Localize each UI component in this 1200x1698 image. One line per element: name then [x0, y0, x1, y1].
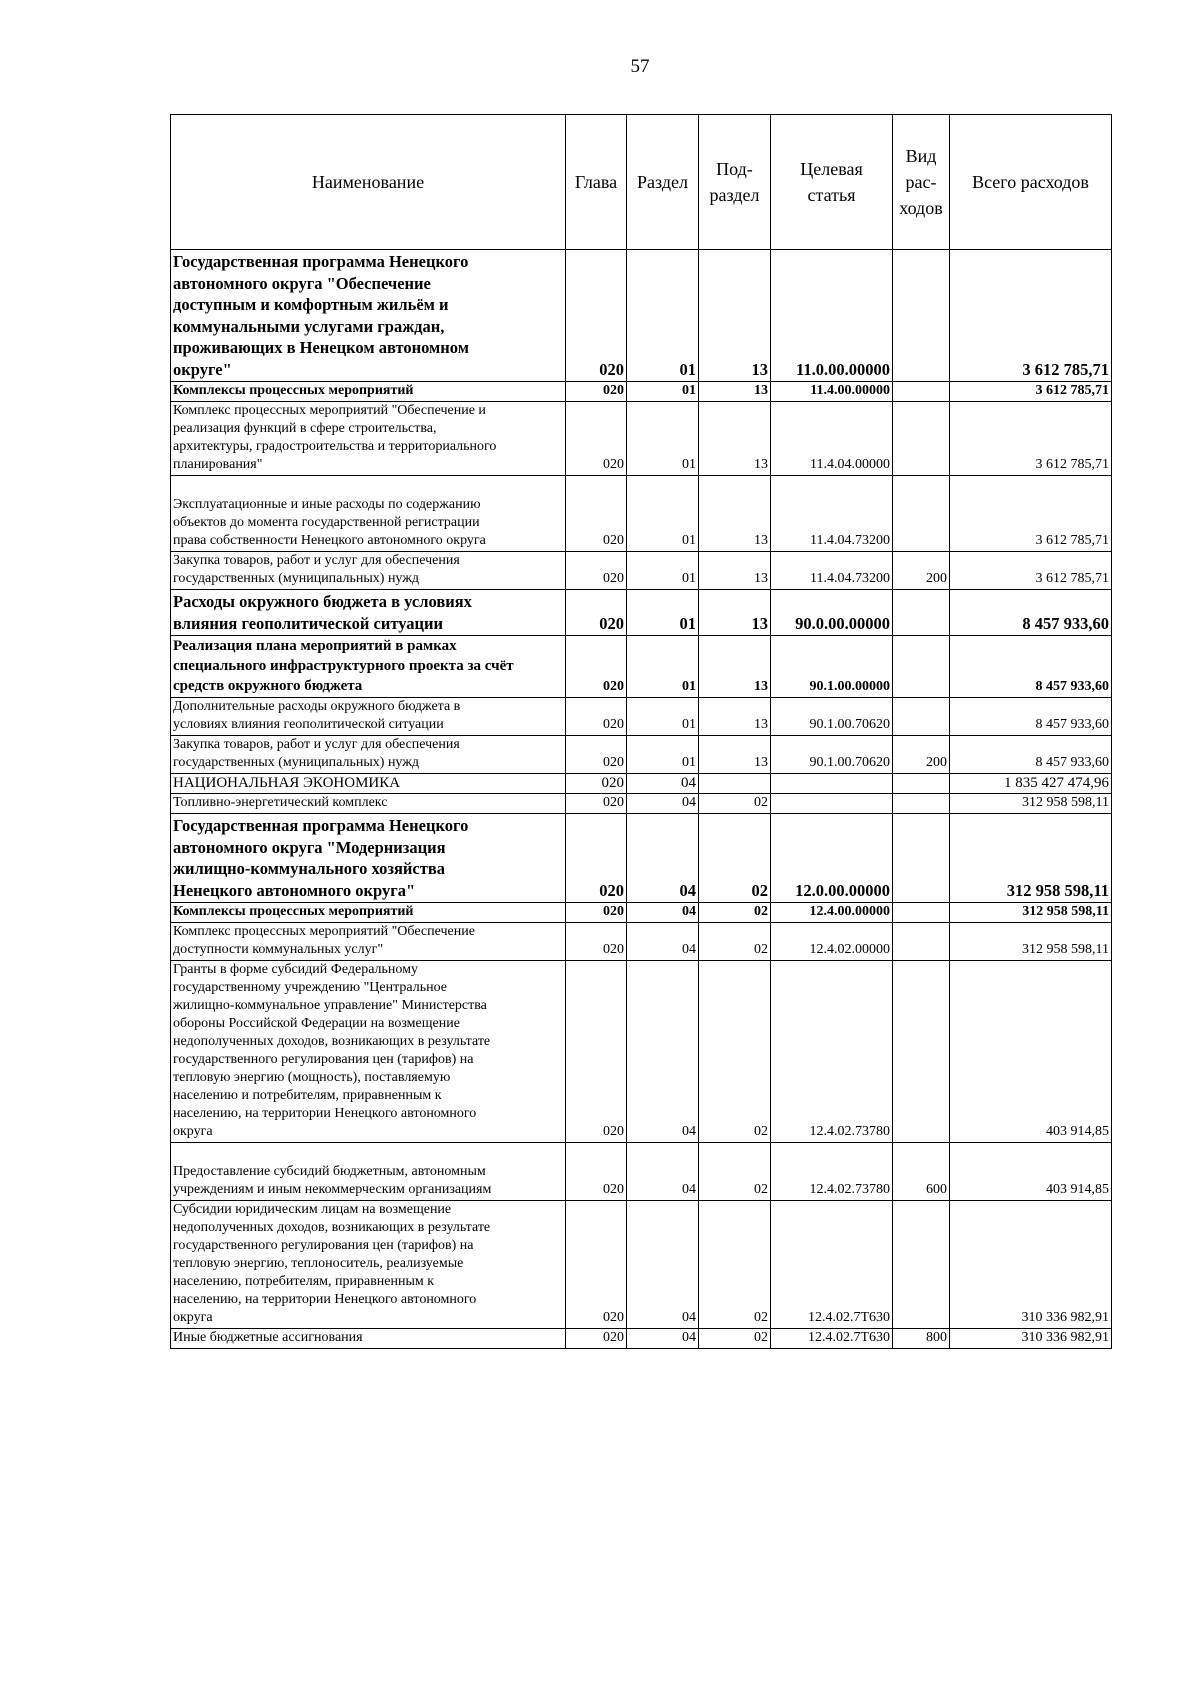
table-row — [171, 794, 1112, 814]
row-podrazdel: 02 — [699, 923, 771, 961]
row-podrazdel: 13 — [699, 590, 771, 636]
row-podrazdel — [699, 774, 771, 794]
row-razdel: 01 — [627, 698, 699, 736]
row-name: Дополнительные расходы окружного бюджета в условиях влияния геополитической ситуации — [171, 698, 566, 736]
row-target: 90.1.00.00000 — [771, 636, 893, 698]
row-total: 1 835 427 474,96 — [950, 774, 1112, 794]
row-name: Расходы окружного бюджета в условиях влияния геополитической ситуации — [171, 590, 566, 636]
row-target: 11.4.04.00000 — [771, 402, 893, 476]
row-razdel: 04 — [627, 774, 699, 794]
row-razdel: 04 — [627, 1201, 699, 1329]
row-glava: 020 — [566, 382, 627, 402]
row-target: 90.1.00.70620 — [771, 736, 893, 774]
row-vid — [893, 250, 950, 382]
header-target: Целевая статья — [771, 115, 893, 250]
row-podrazdel: 13 — [699, 736, 771, 774]
row-name: Закупка товаров, работ и услуг для обеспечения государственных (муниципальных) нужд — [171, 552, 566, 590]
row-target: 12.4.02.7Т630 — [771, 1329, 893, 1349]
table-row — [171, 1143, 1112, 1201]
row-vid — [893, 698, 950, 736]
table-row — [171, 814, 1112, 903]
row-podrazdel: 13 — [699, 402, 771, 476]
row-name: Реализация плана мероприятий в рамках специального инфраструктурного проекта за счёт средств окружного бюджета — [171, 636, 566, 698]
row-glava: 020 — [566, 903, 627, 923]
row-name: Субсидии юридическим лицам на возмещение недополученных доходов, возникающих в результате государственного регулирования цен (тарифов) на тепловую энергию, теплоноситель, реализуемые населению, потребителям, приравненным к населению, на территории Ненецкого автономного округа — [171, 1201, 566, 1329]
row-target: 12.4.02.73780 — [771, 961, 893, 1143]
header-razdel: Раздел — [627, 115, 699, 250]
table-row — [171, 552, 1112, 590]
row-glava: 020 — [566, 814, 627, 903]
row-razdel: 01 — [627, 402, 699, 476]
row-name: Государственная программа Ненецкого автономного округа "Обеспечение доступным и комфортным жильём и коммунальными услугами граждан, проживающих в Ненецком автономном округе" — [171, 250, 566, 382]
row-vid — [893, 774, 950, 794]
row-razdel: 04 — [627, 794, 699, 814]
row-total: 8 457 933,60 — [950, 736, 1112, 774]
row-podrazdel: 02 — [699, 903, 771, 923]
row-target: 12.4.02.73780 — [771, 1143, 893, 1201]
row-target: 12.4.02.7Т630 — [771, 1201, 893, 1329]
row-razdel: 01 — [627, 590, 699, 636]
row-name: Эксплуатационные и иные расходы по содержанию объектов до момента государственной регистрации права собственности Ненецкого автономного округа — [171, 476, 566, 552]
row-target: 11.4.04.73200 — [771, 476, 893, 552]
table-row — [171, 402, 1112, 476]
row-glava: 020 — [566, 923, 627, 961]
header-glava: Глава — [566, 115, 627, 250]
row-target: 90.0.00.00000 — [771, 590, 893, 636]
table-row — [171, 961, 1112, 1143]
row-vid — [893, 961, 950, 1143]
header-vid: Вид рас- ходов — [893, 115, 950, 250]
row-vid — [893, 794, 950, 814]
row-podrazdel: 02 — [699, 1143, 771, 1201]
row-razdel: 01 — [627, 636, 699, 698]
table-row — [171, 1329, 1112, 1349]
row-glava: 020 — [566, 1143, 627, 1201]
row-name: Комплексы процессных мероприятий — [171, 382, 566, 402]
header-row — [171, 115, 1112, 250]
table-row — [171, 923, 1112, 961]
header-name: Наименование — [171, 115, 566, 250]
row-glava: 020 — [566, 476, 627, 552]
header-podrazdel: Под- раздел — [699, 115, 771, 250]
row-razdel: 04 — [627, 961, 699, 1143]
row-vid: 200 — [893, 552, 950, 590]
row-vid: 600 — [893, 1143, 950, 1201]
row-podrazdel: 13 — [699, 476, 771, 552]
row-podrazdel: 02 — [699, 1329, 771, 1349]
row-glava: 020 — [566, 961, 627, 1143]
row-total: 312 958 598,11 — [950, 903, 1112, 923]
table-row — [171, 636, 1112, 698]
row-vid — [893, 476, 950, 552]
row-podrazdel: 02 — [699, 814, 771, 903]
row-total: 310 336 982,91 — [950, 1201, 1112, 1329]
budget-table — [170, 114, 1112, 1349]
row-razdel: 01 — [627, 250, 699, 382]
row-podrazdel: 02 — [699, 794, 771, 814]
row-razdel: 01 — [627, 382, 699, 402]
row-vid — [893, 903, 950, 923]
row-total: 3 612 785,71 — [950, 476, 1112, 552]
row-glava: 020 — [566, 1201, 627, 1329]
row-total: 3 612 785,71 — [950, 552, 1112, 590]
row-target: 12.0.00.00000 — [771, 814, 893, 903]
row-target: 12.4.00.00000 — [771, 903, 893, 923]
page-number: 57 — [630, 56, 650, 77]
row-razdel: 01 — [627, 552, 699, 590]
row-name: Закупка товаров, работ и услуг для обеспечения государственных (муниципальных) нужд — [171, 736, 566, 774]
row-vid — [893, 402, 950, 476]
row-total: 312 958 598,11 — [950, 923, 1112, 961]
row-name: Гранты в форме субсидий Федеральному государственному учреждению "Центральное жилищно-коммунальное управление" Министерства обороны Российской Федерации на возмещение недополученных доходов, возникающих в результате государственного регулирования цен (тарифов) на тепловую энергию (мощность), поставляемую населению и потребителям, приравненным к населению, на территории Ненецкого автономного округа — [171, 961, 566, 1143]
row-podrazdel: 13 — [699, 636, 771, 698]
row-total: 403 914,85 — [950, 961, 1112, 1143]
table-row — [171, 903, 1112, 923]
table-row — [171, 736, 1112, 774]
row-glava: 020 — [566, 774, 627, 794]
row-total: 310 336 982,91 — [950, 1329, 1112, 1349]
row-vid: 200 — [893, 736, 950, 774]
row-glava: 020 — [566, 636, 627, 698]
header-total: Всего расходов — [950, 115, 1112, 250]
table-row — [171, 250, 1112, 382]
row-podrazdel: 13 — [699, 382, 771, 402]
row-glava: 020 — [566, 590, 627, 636]
row-glava: 020 — [566, 698, 627, 736]
row-razdel: 04 — [627, 923, 699, 961]
table-row — [171, 382, 1112, 402]
row-vid — [893, 923, 950, 961]
row-total: 403 914,85 — [950, 1143, 1112, 1201]
row-razdel: 04 — [627, 903, 699, 923]
row-name: Предоставление субсидий бюджетным, автономным учреждениям и иным некоммерческим организациям — [171, 1143, 566, 1201]
row-total: 3 612 785,71 — [950, 250, 1112, 382]
row-total: 3 612 785,71 — [950, 402, 1112, 476]
row-glava: 020 — [566, 402, 627, 476]
row-target: 90.1.00.70620 — [771, 698, 893, 736]
row-total: 8 457 933,60 — [950, 590, 1112, 636]
row-target: 11.0.00.00000 — [771, 250, 893, 382]
row-name: Комплекс процессных мероприятий "Обеспечение доступности коммунальных услуг" — [171, 923, 566, 961]
row-glava: 020 — [566, 794, 627, 814]
row-razdel: 04 — [627, 1329, 699, 1349]
row-vid — [893, 1201, 950, 1329]
row-podrazdel: 02 — [699, 961, 771, 1143]
table-row — [171, 1201, 1112, 1329]
row-vid — [893, 636, 950, 698]
table-row — [171, 476, 1112, 552]
row-razdel: 04 — [627, 814, 699, 903]
row-glava: 020 — [566, 552, 627, 590]
row-target — [771, 794, 893, 814]
row-razdel: 04 — [627, 1143, 699, 1201]
row-target: 11.4.04.73200 — [771, 552, 893, 590]
row-glava: 020 — [566, 1329, 627, 1349]
table-row — [171, 698, 1112, 736]
table-row — [171, 774, 1112, 794]
row-name: Комплекс процессных мероприятий "Обеспечение и реализация функций в сфере строительства, архитектуры, градостроительства и территориального планирования" — [171, 402, 566, 476]
row-target: 11.4.00.00000 — [771, 382, 893, 402]
row-total: 3 612 785,71 — [950, 382, 1112, 402]
row-name: Государственная программа Ненецкого автономного округа "Модернизация жилищно-коммунального хозяйства Ненецкого автономного округа" — [171, 814, 566, 903]
row-podrazdel: 13 — [699, 552, 771, 590]
row-glava: 020 — [566, 736, 627, 774]
row-glava: 020 — [566, 250, 627, 382]
row-vid — [893, 590, 950, 636]
table-row — [171, 590, 1112, 636]
row-razdel: 01 — [627, 736, 699, 774]
row-name: НАЦИОНАЛЬНАЯ ЭКОНОМИКА — [171, 774, 566, 794]
row-total: 8 457 933,60 — [950, 698, 1112, 736]
row-name: Иные бюджетные ассигнования — [171, 1329, 566, 1349]
row-total: 8 457 933,60 — [950, 636, 1112, 698]
row-razdel: 01 — [627, 476, 699, 552]
row-target: 12.4.02.00000 — [771, 923, 893, 961]
row-total: 312 958 598,11 — [950, 794, 1112, 814]
row-total: 312 958 598,11 — [950, 814, 1112, 903]
row-vid — [893, 382, 950, 402]
row-podrazdel: 13 — [699, 250, 771, 382]
row-vid — [893, 814, 950, 903]
row-podrazdel: 02 — [699, 1201, 771, 1329]
row-name: Комплексы процессных мероприятий — [171, 903, 566, 923]
row-vid: 800 — [893, 1329, 950, 1349]
row-podrazdel: 13 — [699, 698, 771, 736]
row-name: Топливно-энергетический комплекс — [171, 794, 566, 814]
row-target — [771, 774, 893, 794]
